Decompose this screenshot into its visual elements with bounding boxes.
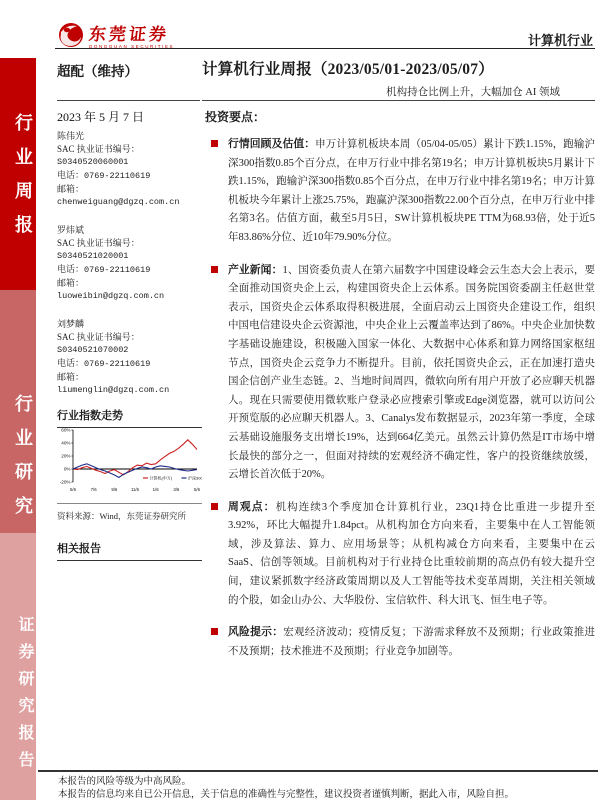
section-title: 风险提示： (228, 626, 283, 638)
analyst-email: luoweibin@dgzq.com.cn (57, 290, 202, 303)
analyst-cert-label: SAC 执业证书编号： (57, 237, 202, 250)
section-title: 周观点： (228, 501, 276, 513)
analyst-name: 罗炜斌 (57, 224, 202, 237)
section-title: 产业新闻： (228, 264, 282, 276)
analyst-phone: 电话：0769-22110619 (57, 263, 202, 277)
sidebar-label-industry-research: 行业研究 (0, 394, 36, 530)
svg-text:1/6: 1/6 (153, 487, 160, 492)
red-square-bullet-icon (211, 140, 218, 147)
svg-text:9/6: 9/6 (111, 487, 118, 492)
sidebar-band-securities-report (0, 533, 36, 800)
section-title: 行情回顾及估值： (228, 138, 315, 150)
section-body: 申万计算机板块本周（05/04-05/05）累计下跌1.15%，跑输沪深300指数0.85个百分点，在申万行业中排名第19名；申万计算机板块5月累计下跌1.15%，跑输沪深300指数0.85个百分点，在申万行业中排名第19名；申万计算机板块今年累计上涨25.75%，跑赢沪深300指数22.00个百分点，在申万行业中排名第3名。估值方面，截至5月5日，SW计算机板块PE TTM为68.93倍，处于近5年83.86%分位、近10年79.90%分位。 (228, 139, 595, 243)
section-body: 宏观经济波动；疫情反复；下游需求释放不及预期；行业政策推进不及预期；技术推进不及预期；行业竞争加剧等。 (228, 627, 595, 657)
section-body: 1、国资委负责人在第六届数字中国建设峰会云生态大会上表示，要全面推动国资央企上云，构建国资央企上云体系。国务院国资委副主任赵世堂表示，国资央企云体系取得积极进展，全面启动云上国资央企建设工作，组织中国电信建设央企云资源池，中央企业上云覆盖率达到了86%。中央企业加快数字基础设施建设，积极融入国家一体化、大数据中心体系和算力网络国家枢纽节点，国资央企云竞争力不断提升。目前，依托国资央企云，正在加速打造央国企信创产业生态链。2、当地时间周四，微软向所有用户开放了必应聊天机器人。现在只需要使用微软账户登录必应搜索引擎或Edge浏览器，就可以访问公开预览版的必应聊天机器人。3、Canalys发布数据显示，2023年第一季度，全球云基础设施服务支出增长19%，达到664亿美元。虽然云计算仍然是IT市场中增长最快的部分之一，但面对持续的宏观经济不确定性，客户的投资继续放缓，云增长首次低于20%。 (228, 265, 595, 481)
logo-company-name: 东莞证券 (88, 26, 175, 43)
svg-text:5/6: 5/6 (70, 487, 77, 492)
key-points-heading: 投资要点： (205, 108, 595, 125)
svg-text:计算机(申万): 计算机(申万) (150, 475, 173, 481)
chart-source-note: 资料来源：Wind，东莞证券研究所 (57, 503, 202, 522)
red-square-bullet-icon (211, 266, 218, 273)
footer-divider (38, 770, 598, 772)
svg-text:20%: 20% (61, 454, 70, 459)
svg-text:沪深300: 沪深300 (188, 475, 202, 481)
title-divider (202, 100, 595, 101)
main-content (205, 108, 595, 674)
red-square-bullet-icon (211, 503, 218, 510)
section-weekly-view (205, 498, 595, 611)
sidebar-band-industry-weekly (0, 58, 36, 290)
svg-text:7/6: 7/6 (91, 487, 98, 492)
header-divider (55, 48, 595, 49)
analyst-email-label: 邮箱： (57, 371, 202, 384)
section-risk-warning (205, 623, 595, 661)
rating-label: 超配（维持） (57, 60, 138, 80)
footer-disclaimer-line: 本报告的信息均来自已公开信息，关于信息的准确性与完整性，建议投资者谨慎判断，据此入市，风险自担。 (58, 789, 593, 801)
left-column-divider (57, 100, 200, 101)
sidebar-label-securities-report: 证券研究报告 (0, 616, 36, 778)
index-trend-heading: 行业指数走势 (57, 407, 202, 428)
analyst-email-label: 邮箱： (57, 183, 202, 196)
report-subtitle: 机构持仓比例上升，大幅加仓 AI 领域 (202, 84, 560, 99)
analyst-name: 陈伟光 (57, 130, 202, 143)
analyst-cert-no: S0340521070002 (57, 344, 202, 357)
footer-risk-level: 本报告的风险等级为中高风险。 (58, 776, 593, 789)
related-reports-heading: 相关报告 (57, 540, 202, 561)
footer-disclaimer (58, 776, 593, 801)
analyst-cert-label: SAC 执业证书编号： (57, 143, 202, 156)
analyst-card (57, 224, 202, 303)
sidebar-band-industry-research (0, 290, 36, 533)
analyst-cert-no: S0340521020001 (57, 250, 202, 263)
analyst-phone: 电话：0769-22110619 (57, 169, 202, 183)
logo-company-name-en: DONGGUAN SECURITIES (89, 45, 174, 50)
analyst-email-label: 邮箱： (57, 277, 202, 290)
analyst-cert-no: S0340520060001 (57, 156, 202, 169)
report-title: 计算机行业周报（2023/05/01-2023/05/07） (202, 57, 595, 79)
analyst-cert-label: SAC 执业证书编号： (57, 331, 202, 344)
svg-text:5/6: 5/6 (194, 487, 201, 492)
analyst-card (57, 130, 202, 209)
sidebar-label-industry-weekly: 行业周报 (0, 113, 36, 249)
industry-tag: 计算机行业 (528, 30, 593, 49)
report-date: 2023 年 5 月 7 日 (57, 108, 144, 125)
svg-text:0%: 0% (64, 467, 71, 472)
analyst-email: liumenglin@dgzq.com.cn (57, 384, 202, 397)
svg-text:40%: 40% (61, 441, 70, 446)
analyst-email: chenweiguang@dgzq.com.cn (57, 196, 202, 209)
analyst-phone: 电话：0769-22110619 (57, 357, 202, 371)
analyst-name: 刘梦麟 (57, 318, 202, 331)
svg-text:-20%: -20% (60, 480, 71, 485)
section-industry-news (205, 261, 595, 485)
svg-text:60%: 60% (61, 428, 70, 433)
analyst-card (57, 318, 202, 397)
red-square-bullet-icon (211, 628, 218, 635)
industry-index-chart (57, 426, 202, 506)
section-market-review (205, 135, 595, 248)
svg-text:3/6: 3/6 (173, 487, 180, 492)
section-body: 机构连续3个季度加仓计算机行业，23Q1持仓比重进一步提升至3.92%，环比大幅提升1.84pct。从机构加仓方向来看，主要集中在人工智能领域，涉及算法、算力、应用场景等；从机构减仓方向来看，主要集中在云SaaS、信创等领域。目前机构对于行业持仓比重较前期的高点仍有较大提升空间，建议紧抓数字经济政策周期以及人工智能等技术变革周期，关注相关领域的个股，如金山办公、大华股份、宝信软件、科大讯飞、恒生电子等。 (228, 502, 595, 606)
svg-text:11/6: 11/6 (131, 487, 140, 492)
